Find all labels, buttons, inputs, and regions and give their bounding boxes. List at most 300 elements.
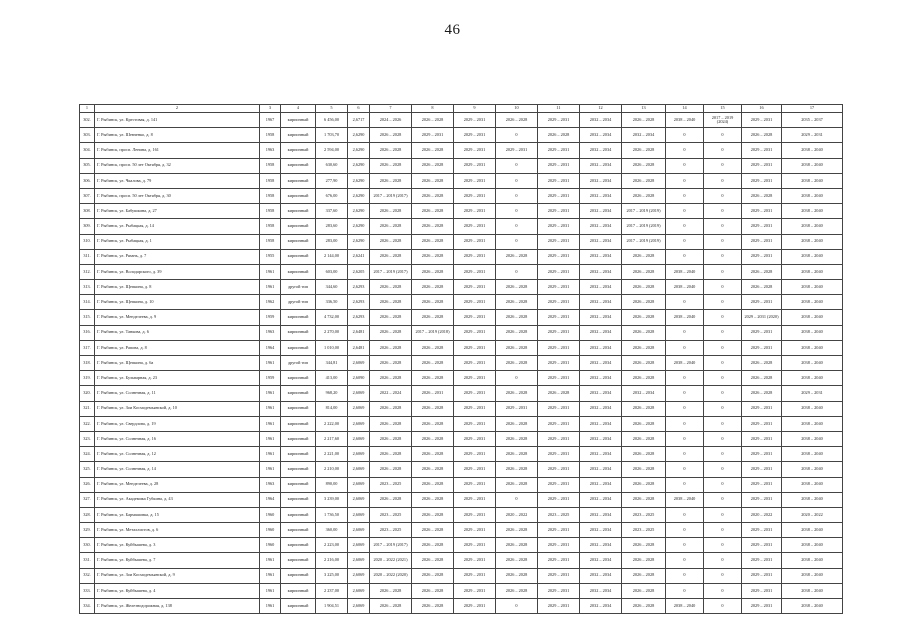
- table-row: [80, 431, 843, 446]
- address-cell: Г. Рыбинск, ул. Металлистов, д. 6: [95, 523, 260, 538]
- table-cell: 2026 – 2028: [370, 340, 412, 355]
- table-row: [80, 599, 843, 614]
- table-cell: 2 594,00: [316, 143, 348, 158]
- table-cell: 0: [496, 204, 538, 219]
- table-cell: кирпичный: [281, 264, 316, 279]
- table-cell: 890,00: [316, 477, 348, 492]
- table-cell: 0: [496, 128, 538, 143]
- table-cell: 2029 – 2031: [454, 325, 496, 340]
- table-cell: 2,6069: [348, 568, 370, 583]
- table-cell: 0: [666, 538, 704, 553]
- table-cell: 0: [704, 553, 742, 568]
- table-cell: 2032 – 2034: [622, 386, 666, 401]
- table-cell: 324.: [80, 447, 95, 462]
- table-cell: 0: [666, 325, 704, 340]
- table-cell: 2029 – 2031: [742, 234, 782, 249]
- table-cell: 2,6069: [348, 538, 370, 553]
- table-cell: 321.: [80, 401, 95, 416]
- table-cell: 1958: [260, 204, 281, 219]
- column-number-cell: 7: [370, 105, 412, 113]
- table-cell: 0: [704, 386, 742, 401]
- table-cell: 2,6290: [348, 188, 370, 203]
- table-cell: 2029 – 2031: [454, 462, 496, 477]
- table-cell: 0: [704, 477, 742, 492]
- table-cell: 2029 – 2031 (2020): [742, 310, 782, 325]
- table-cell: 0: [704, 325, 742, 340]
- table-cell: 1964: [260, 492, 281, 507]
- table-cell: 2026 – 2028: [412, 158, 454, 173]
- table-cell: 2026 – 2028: [496, 310, 538, 325]
- table-row: [80, 188, 843, 203]
- table-row: [80, 416, 843, 431]
- table-cell: 2,6069: [348, 462, 370, 477]
- table-cell: 2029 – 2031: [538, 234, 580, 249]
- table-cell: 2026 – 2028: [370, 295, 412, 310]
- table-cell: 2026 – 2028: [412, 553, 454, 568]
- table-cell: 2026 – 2028: [370, 583, 412, 598]
- table-cell: 0: [666, 173, 704, 188]
- table-cell: 2026 – 2028: [496, 568, 538, 583]
- table-cell: 2038 – 2040: [782, 599, 843, 614]
- address-cell: Г. Рыбинск, ул. Щепкина, д. 10: [95, 295, 260, 310]
- table-cell: 2 222,00: [316, 416, 348, 431]
- table-cell: 2032 – 2034: [580, 583, 622, 598]
- table-cell: 2032 – 2034: [580, 310, 622, 325]
- table-row: [80, 462, 843, 477]
- table-cell: 2017 – 2019 (2019): [622, 204, 666, 219]
- table-cell: 2032 – 2034: [580, 158, 622, 173]
- table-cell: 0: [666, 553, 704, 568]
- table-cell: 2032 – 2034: [580, 523, 622, 538]
- table-cell: 2029 – 2031: [454, 295, 496, 310]
- table-cell: 1955: [260, 249, 281, 264]
- table-cell: 2026 – 2028: [370, 143, 412, 158]
- table-cell: 0: [666, 295, 704, 310]
- column-number-cell: 13: [622, 105, 666, 113]
- table-cell: 2029 – 2031: [454, 431, 496, 446]
- table-cell: 3 225,00: [316, 568, 348, 583]
- table-cell: 2026 – 2028: [412, 295, 454, 310]
- table-cell: 2,6069: [348, 492, 370, 507]
- table-cell: 2038 – 2040: [782, 173, 843, 188]
- table-cell: 2026 – 2028: [622, 325, 666, 340]
- table-cell: 332.: [80, 568, 95, 583]
- table-cell: 2020 – 2022: [782, 507, 843, 522]
- table-cell: 325.: [80, 462, 95, 477]
- table-cell: 2038 – 2040: [782, 264, 843, 279]
- table-cell: кирпичный: [281, 447, 316, 462]
- table-cell: 2038 – 2040: [782, 523, 843, 538]
- table-cell: 0: [496, 599, 538, 614]
- table-row: [80, 356, 843, 371]
- column-number-cell: 17: [782, 105, 843, 113]
- table-cell: 2,6069: [348, 386, 370, 401]
- table-cell: 2026 – 2028: [496, 416, 538, 431]
- table-cell: 2029 – 2031: [454, 538, 496, 553]
- table-cell: 2,6293: [348, 295, 370, 310]
- table-cell: 2,6069: [348, 477, 370, 492]
- column-number-cell: 11: [538, 105, 580, 113]
- table-cell: 0: [666, 507, 704, 522]
- table-cell: 313.: [80, 280, 95, 295]
- table-cell: 2029 – 2031: [538, 143, 580, 158]
- table-cell: 2026 – 2028: [742, 371, 782, 386]
- table-cell: 2032 – 2034: [580, 356, 622, 371]
- table-cell: 2029 – 2031: [538, 583, 580, 598]
- table-cell: 2,6290: [348, 234, 370, 249]
- table-cell: 1961: [260, 568, 281, 583]
- address-cell: Г. Рыбинск, ул. Щепкина, д. 8: [95, 280, 260, 295]
- table-cell: 2032 – 2034: [580, 447, 622, 462]
- table-cell: 0: [496, 264, 538, 279]
- address-cell: Г. Рыбинск, ул. Менделеева, д. 9: [95, 310, 260, 325]
- table-cell: 2029 – 2031: [538, 416, 580, 431]
- table-cell: 2038 – 2040: [782, 583, 843, 598]
- table-cell: 2029 – 2031: [454, 143, 496, 158]
- table-cell: кирпичный: [281, 128, 316, 143]
- table-cell: 2026 – 2028: [412, 462, 454, 477]
- table-cell: 0: [704, 173, 742, 188]
- table-cell: 2026 – 2028: [370, 128, 412, 143]
- table-cell: 2029 – 2031: [782, 386, 843, 401]
- table-cell: 2 221,00: [316, 447, 348, 462]
- table-cell: 2038 – 2040: [666, 356, 704, 371]
- table-cell: 2029 – 2031: [538, 113, 580, 128]
- table-cell: 2029 – 2031: [538, 447, 580, 462]
- address-cell: Г. Рыбинск, ул. Солнечная, д. 12: [95, 447, 260, 462]
- table-cell: 2 216,00: [316, 553, 348, 568]
- table-cell: кирпичный: [281, 158, 316, 173]
- table-cell: 2024 – 2026: [370, 113, 412, 128]
- table-cell: 2029 – 2031: [538, 371, 580, 386]
- table-cell: 2032 – 2034: [580, 128, 622, 143]
- table-cell: 2026 – 2028: [496, 113, 538, 128]
- table-cell: 2029 – 2031: [742, 401, 782, 416]
- table-cell: 0: [496, 158, 538, 173]
- table-cell: 330.: [80, 538, 95, 553]
- table-cell: кирпичный: [281, 219, 316, 234]
- table-cell: 2038 – 2040: [782, 492, 843, 507]
- table-cell: 2 217,60: [316, 431, 348, 446]
- table-cell: 331.: [80, 553, 95, 568]
- table-cell: 2029 – 2031: [454, 583, 496, 598]
- table-cell: 2032 – 2034: [580, 113, 622, 128]
- address-cell: Г. Рыбинск, ул. Куйбышева, д. 4: [95, 583, 260, 598]
- table-cell: 1961: [260, 416, 281, 431]
- table-cell: 2026 – 2028: [412, 143, 454, 158]
- table-cell: 2026 – 2028: [622, 356, 666, 371]
- table-cell: 326.: [80, 477, 95, 492]
- table-cell: 2,6241: [348, 249, 370, 264]
- table-cell: 2026 – 2028: [412, 204, 454, 219]
- table-cell: 2026 – 2028: [622, 553, 666, 568]
- table-cell: 318.: [80, 356, 95, 371]
- table-cell: 2026 – 2028: [622, 401, 666, 416]
- table-cell: 2026 – 2028: [538, 128, 580, 143]
- table-cell: 2026 – 2028: [742, 264, 782, 279]
- table-cell: 2029 – 2031: [538, 219, 580, 234]
- table-cell: 2029 – 2031: [742, 523, 782, 538]
- table-cell: 2026 – 2028: [412, 234, 454, 249]
- address-cell: Г. Рыбинск, ул. Бульварная, д. 23: [95, 371, 260, 386]
- address-cell: Г. Рыбинск, ул. Бабушкина, д. 27: [95, 204, 260, 219]
- table-cell: 0: [666, 158, 704, 173]
- table-cell: кирпичный: [281, 204, 316, 219]
- table-cell: кирпичный: [281, 568, 316, 583]
- table-cell: 2029 – 2031: [454, 507, 496, 522]
- table-cell: 2032 – 2034: [580, 431, 622, 446]
- table-cell: 2026 – 2028: [412, 431, 454, 446]
- table-cell: 2026 – 2028: [496, 295, 538, 310]
- table-cell: 2026 – 2028: [622, 371, 666, 386]
- table-cell: 2,6290: [348, 128, 370, 143]
- table-cell: 2,6069: [348, 507, 370, 522]
- column-number-cell: 15: [704, 105, 742, 113]
- table-cell: 2,6290: [348, 143, 370, 158]
- table-cell: 2017 – 2019 (2019): [622, 219, 666, 234]
- table-cell: 0: [704, 523, 742, 538]
- table-cell: 2038 – 2040: [666, 310, 704, 325]
- table-cell: 2026 – 2028: [742, 280, 782, 295]
- address-cell: Г. Рыбинск, ул. Крестовая, д. 141: [95, 113, 260, 128]
- table-cell: 2026 – 2028: [622, 310, 666, 325]
- table-cell: 2026 – 2028: [412, 538, 454, 553]
- table-cell: 2032 – 2034: [580, 462, 622, 477]
- table-cell: 2029 – 2031: [538, 340, 580, 355]
- table-cell: 2 223,00: [316, 538, 348, 553]
- table-cell: 2038 – 2040: [666, 113, 704, 128]
- address-cell: Г. Рыбинск, просп. 50 лет Октября, д. 30: [95, 188, 260, 203]
- table-cell: 1958: [260, 158, 281, 173]
- table-cell: 2026 – 2028: [496, 325, 538, 340]
- table-cell: 2029 – 2031: [538, 356, 580, 371]
- table-cell: 2023 – 2025: [622, 523, 666, 538]
- table-cell: 603,00: [316, 264, 348, 279]
- table-cell: 2026 – 2028: [370, 356, 412, 371]
- table-cell: 333.: [80, 583, 95, 598]
- table-cell: 2026 – 2028: [496, 477, 538, 492]
- table-cell: 2020 – 2022: [496, 507, 538, 522]
- table-row: [80, 234, 843, 249]
- table-row: [80, 158, 843, 173]
- table-cell: 2032 – 2034: [580, 599, 622, 614]
- table-cell: 0: [704, 462, 742, 477]
- table-cell: 1958: [260, 188, 281, 203]
- table-cell: 277,90: [316, 173, 348, 188]
- table-cell: 316.: [80, 325, 95, 340]
- table-cell: 2026 – 2028: [412, 173, 454, 188]
- table-cell: 0: [704, 431, 742, 446]
- table-cell: 2026 – 2028: [412, 249, 454, 264]
- housing-repair-table: [79, 104, 823, 614]
- table-cell: 2029 – 2031: [538, 264, 580, 279]
- table-cell: 2029 – 2031: [538, 204, 580, 219]
- table-row: [80, 523, 843, 538]
- table-cell: 0: [666, 447, 704, 462]
- table-cell: 2026 – 2028: [412, 356, 454, 371]
- table-cell: 2026 – 2028: [622, 492, 666, 507]
- table-row: [80, 568, 843, 583]
- table-cell: 630,60: [316, 158, 348, 173]
- table-cell: 2,6290: [348, 158, 370, 173]
- table-cell: 2023 – 2025: [370, 507, 412, 522]
- table-cell: 2026 – 2028: [412, 340, 454, 355]
- table-cell: 1961: [260, 447, 281, 462]
- table-cell: 2026 – 2028: [496, 462, 538, 477]
- table-cell: 2029 – 2031: [538, 173, 580, 188]
- table-cell: кирпичный: [281, 477, 316, 492]
- table-cell: 2026 – 2028: [412, 599, 454, 614]
- address-cell: Г. Рыбинск, ул. Щепкина, д. 6а: [95, 356, 260, 371]
- table-cell: 2038 – 2040: [782, 219, 843, 234]
- table-cell: 2038 – 2040: [782, 553, 843, 568]
- table-cell: 2032 – 2034: [580, 264, 622, 279]
- table-cell: 968,20: [316, 386, 348, 401]
- table-cell: 2,6205: [348, 264, 370, 279]
- table-cell: 2026 – 2028: [496, 431, 538, 446]
- table-cell: 2032 – 2034: [580, 280, 622, 295]
- table-cell: 2026 – 2028: [496, 583, 538, 598]
- table-cell: 2032 – 2034: [580, 553, 622, 568]
- table-cell: кирпичный: [281, 492, 316, 507]
- table-row: [80, 325, 843, 340]
- table-cell: 2029 – 2031: [454, 204, 496, 219]
- table-cell: 1958: [260, 219, 281, 234]
- table-cell: 2029 – 2031: [538, 523, 580, 538]
- table-cell: 2032 – 2034: [580, 219, 622, 234]
- table-row: [80, 113, 843, 128]
- table-row: [80, 264, 843, 279]
- table-cell: 2029 – 2031: [454, 599, 496, 614]
- table-cell: 2026 – 2028: [370, 249, 412, 264]
- column-number-cell: 1: [80, 105, 95, 113]
- table-cell: 0: [666, 431, 704, 446]
- table-cell: 322.: [80, 416, 95, 431]
- table-cell: 1961: [260, 431, 281, 446]
- table-cell: 0: [704, 128, 742, 143]
- table-cell: 1962: [260, 295, 281, 310]
- table-cell: 2038 – 2040: [782, 295, 843, 310]
- table-cell: 0: [666, 462, 704, 477]
- table-cell: 0: [704, 188, 742, 203]
- table-cell: 1964: [260, 340, 281, 355]
- table-cell: 2038 – 2040: [666, 264, 704, 279]
- table-cell: 2032 – 2034: [580, 173, 622, 188]
- table-cell: 2038 – 2040: [666, 492, 704, 507]
- column-number-cell: 2: [95, 105, 260, 113]
- table-cell: кирпичный: [281, 553, 316, 568]
- table-cell: 2,6069: [348, 431, 370, 446]
- table-cell: 0: [666, 386, 704, 401]
- table-cell: 2026 – 2028: [496, 553, 538, 568]
- table-cell: 0: [704, 280, 742, 295]
- column-number-cell: 16: [742, 105, 782, 113]
- address-cell: Г. Рыбинск, ул. Володарского, д. 39: [95, 264, 260, 279]
- table-cell: 2,6717: [348, 113, 370, 128]
- table-cell: 2,6069: [348, 416, 370, 431]
- table-cell: 2,6290: [348, 173, 370, 188]
- table-cell: 344,81: [316, 356, 348, 371]
- table-cell: 302.: [80, 113, 95, 128]
- table-cell: 2,6481: [348, 340, 370, 355]
- address-cell: Г. Рыбинск, ул. Рыбацкая, д. 1: [95, 234, 260, 249]
- table-cell: 2032 – 2034: [580, 249, 622, 264]
- table-cell: 0: [666, 249, 704, 264]
- table-cell: 2026 – 2028: [370, 401, 412, 416]
- table-cell: 4 732,00: [316, 310, 348, 325]
- table-cell: 0: [704, 507, 742, 522]
- table-cell: 2026 – 2028: [622, 583, 666, 598]
- table-cell: 2032 – 2034: [580, 507, 622, 522]
- table-cell: 2029 – 2031: [454, 158, 496, 173]
- table-cell: 2029 – 2031: [742, 143, 782, 158]
- table-cell: 2026 – 2028: [370, 325, 412, 340]
- table-cell: 2026 – 2028: [496, 340, 538, 355]
- table-cell: 814,00: [316, 401, 348, 416]
- table-cell: 0: [704, 583, 742, 598]
- table-cell: 2038 – 2040: [782, 431, 843, 446]
- table-cell: 2026 – 2028: [370, 371, 412, 386]
- table-cell: 314.: [80, 295, 95, 310]
- table-cell: 0: [666, 568, 704, 583]
- table-cell: 2026 – 2028: [742, 128, 782, 143]
- table-cell: 2038 – 2040: [782, 325, 843, 340]
- table-cell: 2029 – 2031: [538, 477, 580, 492]
- table-cell: 310.: [80, 234, 95, 249]
- table-cell: 2026 – 2028: [370, 599, 412, 614]
- table-cell: 304.: [80, 143, 95, 158]
- table-cell: 0: [666, 143, 704, 158]
- table-cell: 2017 – 2019 (2019): [622, 234, 666, 249]
- table-cell: 2029 – 2031: [454, 356, 496, 371]
- table-cell: 1958: [260, 234, 281, 249]
- table-cell: 2029 – 2031: [454, 371, 496, 386]
- table-cell: 2038 – 2040: [666, 599, 704, 614]
- table-cell: 1959: [260, 371, 281, 386]
- table-cell: 2026 – 2028: [622, 264, 666, 279]
- table-cell: 2029 – 2031: [742, 325, 782, 340]
- address-cell: Г. Рыбинск, ул. Танкова, д. 6: [95, 325, 260, 340]
- table-cell: 2023 – 2025: [538, 507, 580, 522]
- table-cell: 2029 – 2031: [454, 280, 496, 295]
- table-cell: 2032 – 2034: [580, 386, 622, 401]
- table-cell: 2026 – 2028: [412, 188, 454, 203]
- table-cell: 2026 – 2028: [412, 492, 454, 507]
- table-cell: 2026 – 2028: [370, 462, 412, 477]
- table-cell: 2032 – 2034: [580, 143, 622, 158]
- table-cell: 2032 – 2034: [622, 128, 666, 143]
- table-cell: 2026 – 2028: [412, 401, 454, 416]
- table-cell: 2020 – 2022 (2020): [370, 568, 412, 583]
- table-cell: 3 239,00: [316, 492, 348, 507]
- table-cell: 2038 – 2040: [782, 204, 843, 219]
- table-cell: 2029 – 2031: [782, 128, 843, 143]
- table-cell: кирпичный: [281, 325, 316, 340]
- table-cell: 2029 – 2031: [742, 173, 782, 188]
- address-cell: Г. Рыбинск, ул. Рапова, д. 8: [95, 340, 260, 355]
- table-cell: 2026 – 2028: [370, 173, 412, 188]
- table-cell: 2026 – 2028: [412, 280, 454, 295]
- table-cell: другой тип: [281, 356, 316, 371]
- table-cell: 1961: [260, 356, 281, 371]
- table-cell: 2026 – 2028: [496, 523, 538, 538]
- table-cell: 0: [704, 143, 742, 158]
- table-cell: 2029 – 2031: [454, 310, 496, 325]
- table-cell: 2038 – 2040: [782, 310, 843, 325]
- table-cell: 319.: [80, 371, 95, 386]
- column-number-cell: 6: [348, 105, 370, 113]
- table-cell: 1961: [260, 553, 281, 568]
